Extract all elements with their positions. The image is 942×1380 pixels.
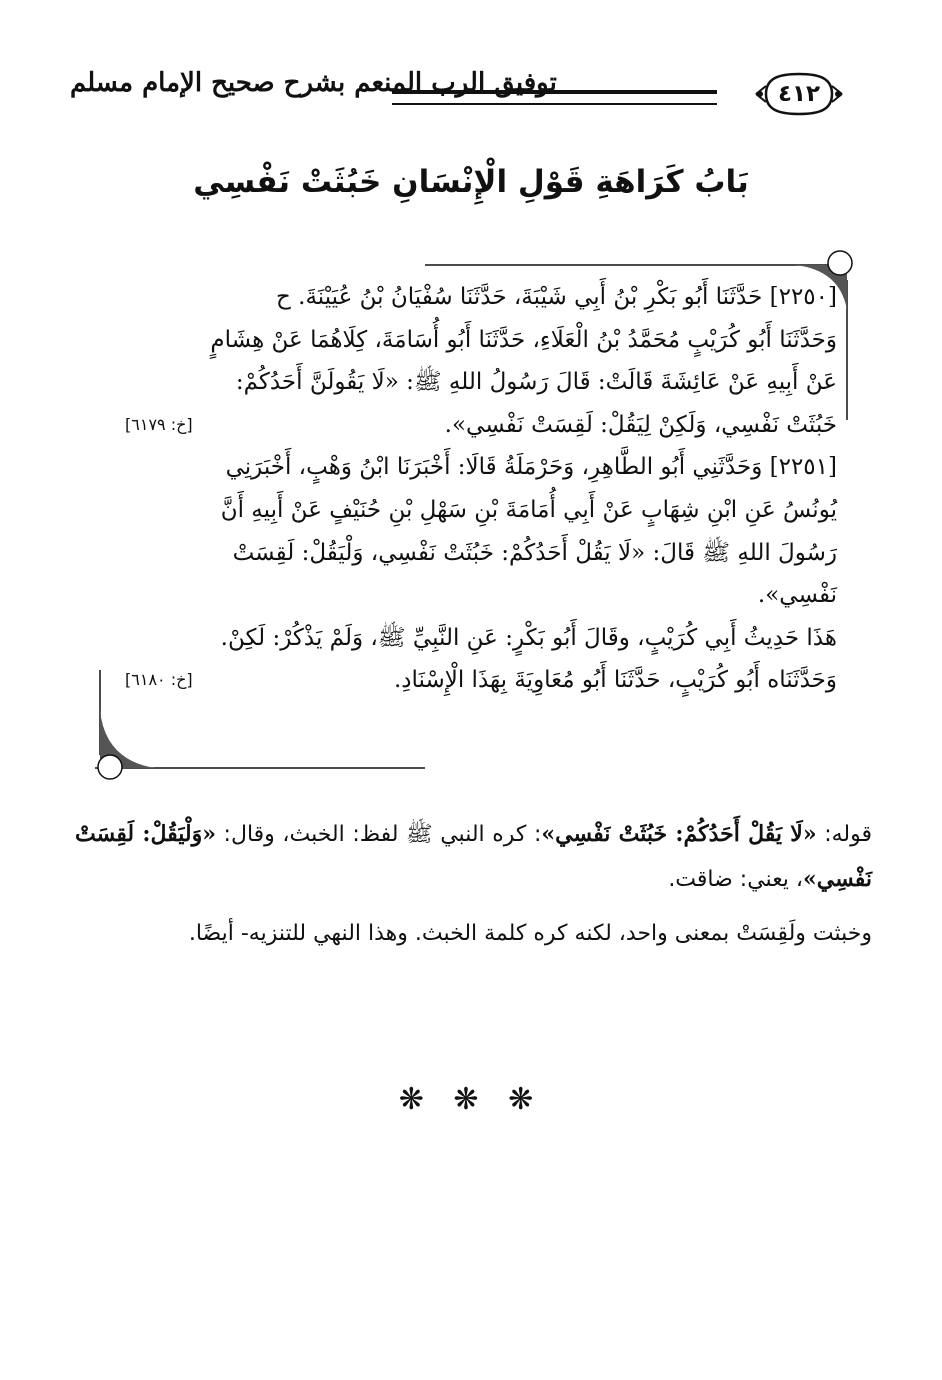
hadith-line: وَحَدَّثَنَاه أَبُو كُرَيْبٍ، حَدَّثَنَا أَبُو مُعَاوِيَةَ بِهَذَا الْإِسْنَادِ. [خ: ٦١٨٠] (125, 659, 837, 702)
quoted-hadith: «وَلْيَقُلْ: لَقِسَتْ نَفْسِي» (75, 821, 872, 892)
hadith-line: [٢٢٥٠] حَدَّثَنَا أَبُو بَكْرِ بْنُ أَبِي شَيْبَةَ، حَدَّثَنَا سُفْيَانُ بْنُ عُيَيْنَةَ. ح (275, 284, 837, 310)
page-number: ٤١٢ (777, 81, 821, 107)
section-separator: ❋ ❋ ❋ (398, 1082, 544, 1117)
book-title: توفيق الرب المنعم بشرح صحيح الإمام مسلم (70, 68, 557, 98)
hadith-line: يُونُسُ عَنِ ابْنِ شِهَابٍ عَنْ أَبِي أُمَامَةَ بْنِ سَهْلِ بْنِ حُنَيْفٍ عَنْ أَبِيهِ أَنَّ (220, 496, 837, 523)
commentary-paragraph: قوله: «لَا يَقُلْ أَحَدُكُمْ: خَبُثَتْ نَفْسِي»: كره النبي ﷺ لفظ: الخبث، وقال: «وَلْيَقُلْ: لَقِسَتْ نَفْسِي»، يعني: ضاقت. (75, 821, 872, 892)
hadith-line: عَنْ أَبِيهِ عَنْ عَائِشَةَ قَالَتْ: قَالَ رَسُولُ اللهِ ﷺ: «لَا يَقُولَنَّ أَحَدُكُمْ: (235, 369, 837, 396)
hadith-line: هَذَا حَدِيثُ أَبِي كُرَيْبٍ، وقَالَ أَبُو بَكْرٍ: عَنِ النَّبِيِّ ﷺ، وَلَمْ يَذْكُرْ: لَكِنْ. (220, 624, 837, 651)
hadith-text (125, 276, 837, 702)
hadith-line: رَسُولَ اللهِ ﷺ قَالَ: «لَا يَقُلْ أَحَدُكُمْ: خَبُثَتْ نَفْسِي، وَلْيَقُلْ: لَقِسَتْ (232, 539, 837, 566)
commentary (75, 812, 872, 956)
hadith-line: وَحَدَّثَنَا أَبُو كُرَيْبٍ مُحَمَّدُ بْنُ الْعَلَاءِ، حَدَّثَنَا أَبُو أُسَامَةَ، كِلَاهُمَا عَنْ هِشَامٍ (210, 326, 837, 353)
chapter-title: بَابُ كَرَاهَةِ قَوْلِ الْإِنْسَانِ خَبُثَتْ نَفْسِي (193, 164, 749, 200)
quoted-hadith: «لَا يَقُلْ أَحَدُكُمْ: خَبُثَتْ نَفْسِي» (541, 821, 817, 847)
hadith-line: خَبُثَتْ نَفْسِي، وَلَكِنْ لِيَقُلْ: لَقِسَتْ نَفْسِي». [خ: ٦١٧٩] (125, 404, 837, 447)
reference-bukhari-6180: [خ: ٦١٨٠] (125, 670, 193, 690)
hadith-line: نَفْسِي». (757, 582, 837, 609)
reference-bukhari-6179: [خ: ٦١٧٩] (125, 414, 193, 434)
header-rule (392, 90, 717, 105)
hadith-line: [٢٢٥١] وَحَدَّثَنِي أَبُو الطَّاهِرِ، وَحَرْمَلَةُ قَالَا: أَخْبَرَنَا ابْنُ وَهْبٍ، أَخْبَرَنِي (225, 454, 837, 481)
commentary-paragraph: وخبثت ولَقِسَتْ بمعنى واحد، لكنه كره كلمة الخبث. وهذا النهي للتنزيه- أيضًا. (188, 921, 872, 946)
page-header (70, 60, 872, 135)
page-number-badge (754, 68, 844, 120)
